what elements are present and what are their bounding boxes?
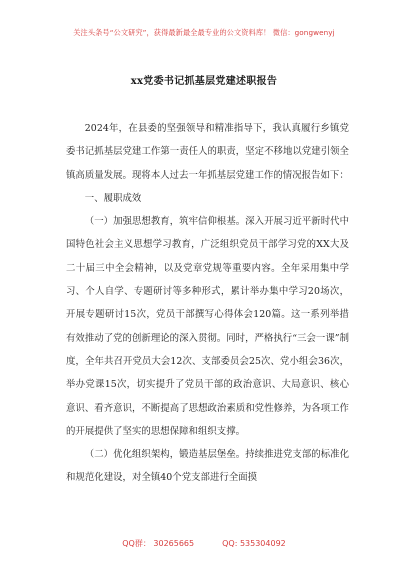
paragraph-organization-structure: （二）优化组织架构，锻造基层堡垒。持续推进党支部的标准化和规范化建设，对全镇40个党支部进行全面摸 — [66, 449, 349, 484]
section-heading-performance: 一、履职成效 — [84, 192, 142, 204]
qq-number: QQ: 535304092 — [222, 539, 286, 548]
header-banner: 关注头条号“公文研究”，获得最新最全最专业的公文资料库！ 微信：gongwenyj — [73, 28, 335, 37]
paragraph-ideological-education: （一）加强思想教育，筑牢信仰根基。深入开展习近平新时代中国特色社会主义思想学习教育，广泛组织党员干部学习党的XX大及二十届三中全会精神，以及党章党规等重要内容。全年采用集中学习、个人自学、专题研讨等多种形式，累计举办集中学习20场次，开展专题研讨15次，党员干部撰写心得体会120篇。这一系列举措有效推动了党的创新理论的深入贯彻。同时，严格执行“三会一课”制度，全年共召开党员大会12次、支部委员会25次、党小组会36次，举办党课15次，切实提升了党员干部的政治意识、大局意识、核心意识、看齐意识，不断提高了思想政治素质和党性修养，为各项工作的开展提供了坚实的思想保障和组织支撑。 — [66, 216, 350, 437]
paragraph-intro: 2024年，在县委的坚强领导和精准指导下，我认真履行乡镇党委书记抓基层党建工作第一责任人的职责，坚定不移地以党建引领全镇高质量发展。现将本人过去一年抓基层党建工作的情况报告如下： — [66, 123, 349, 181]
footer-contact — [0, 538, 408, 549]
qq-group-number: QQ群： 30265665 — [122, 539, 195, 548]
document-body — [66, 117, 349, 490]
document-title: xx党委书记抓基层党建述职报告 — [130, 76, 278, 87]
